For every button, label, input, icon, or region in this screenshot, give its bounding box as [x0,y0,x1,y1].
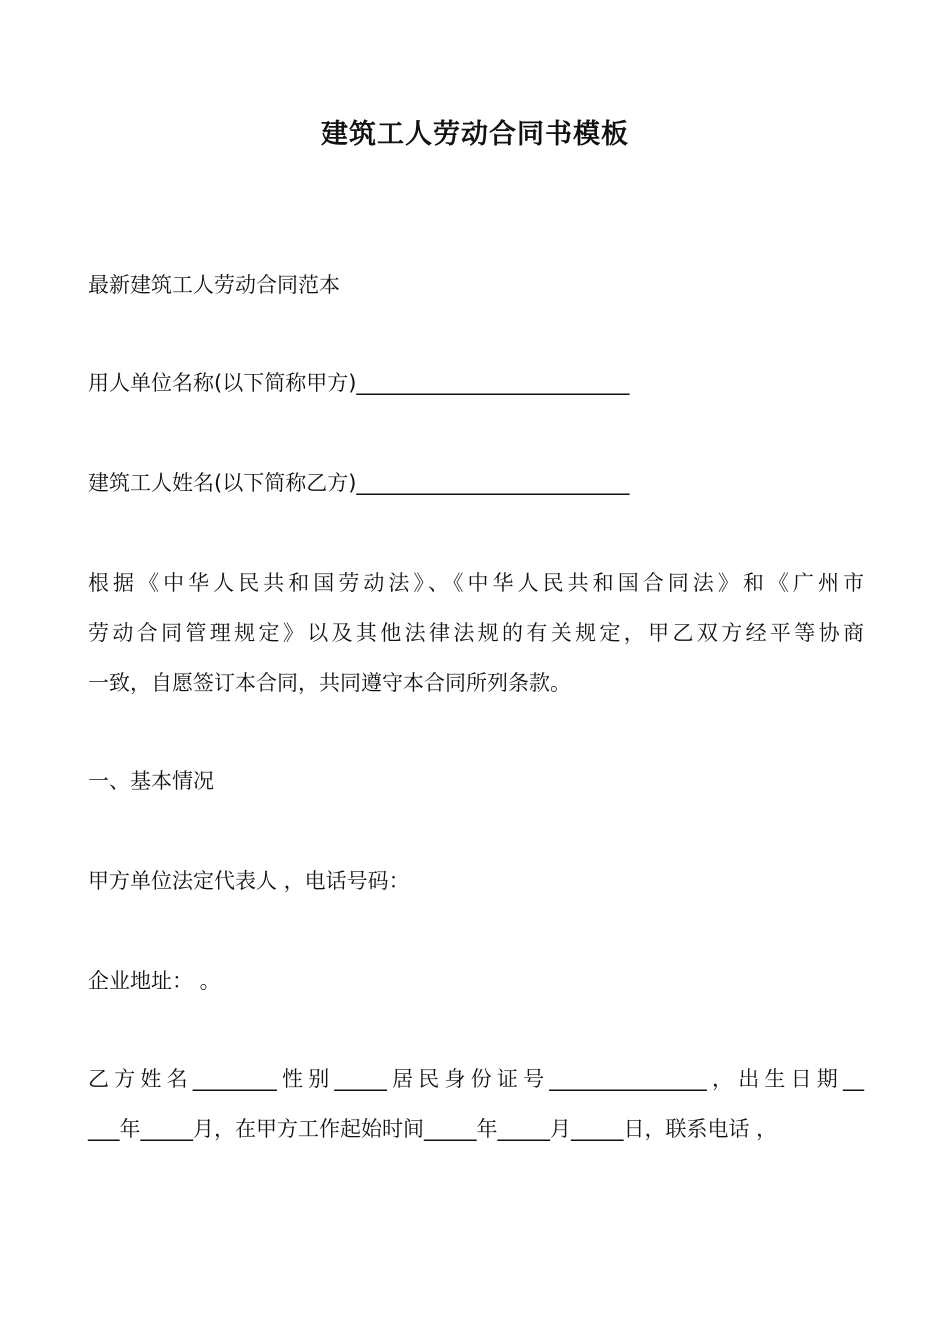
worker-info-line: ___年_____月，在甲方工作起始时间_____年_____月_____日，联系电话 ， [88,1117,778,1141]
preamble-paragraph [88,558,864,708]
employer-name-field: 用人单位名称(以下简称甲方)__________________________ [88,371,630,395]
document-subtitle: 最新建筑工人劳动合同范本 [88,273,340,297]
document-title: 建筑工人劳动合同书模板 [321,119,629,150]
section-heading-basic-info: 一、基本情况 [88,769,214,793]
preamble-line: 根据《中华人民共和国劳动法》、《中华人民共和国合同法》和《广州市 [88,571,864,595]
legal-representative-line: 甲方单位法定代表人 ，电话号码： [88,869,410,893]
worker-info-paragraph [88,1054,864,1154]
worker-name-field: 建筑工人姓名(以下简称乙方)__________________________ [88,471,630,495]
preamble-line: 劳动合同管理规定》以及其他法律法规的有关规定，甲乙双方经平等协商 [88,621,864,645]
company-address-line: 企业地址： 。 [88,969,221,993]
preamble-line: 一致，自愿签订本合同，共同遵守本合同所列条款。 [88,671,571,695]
worker-info-line: 乙方姓名________性别_____居民身份证号_______________，出生日期__ [88,1067,864,1091]
